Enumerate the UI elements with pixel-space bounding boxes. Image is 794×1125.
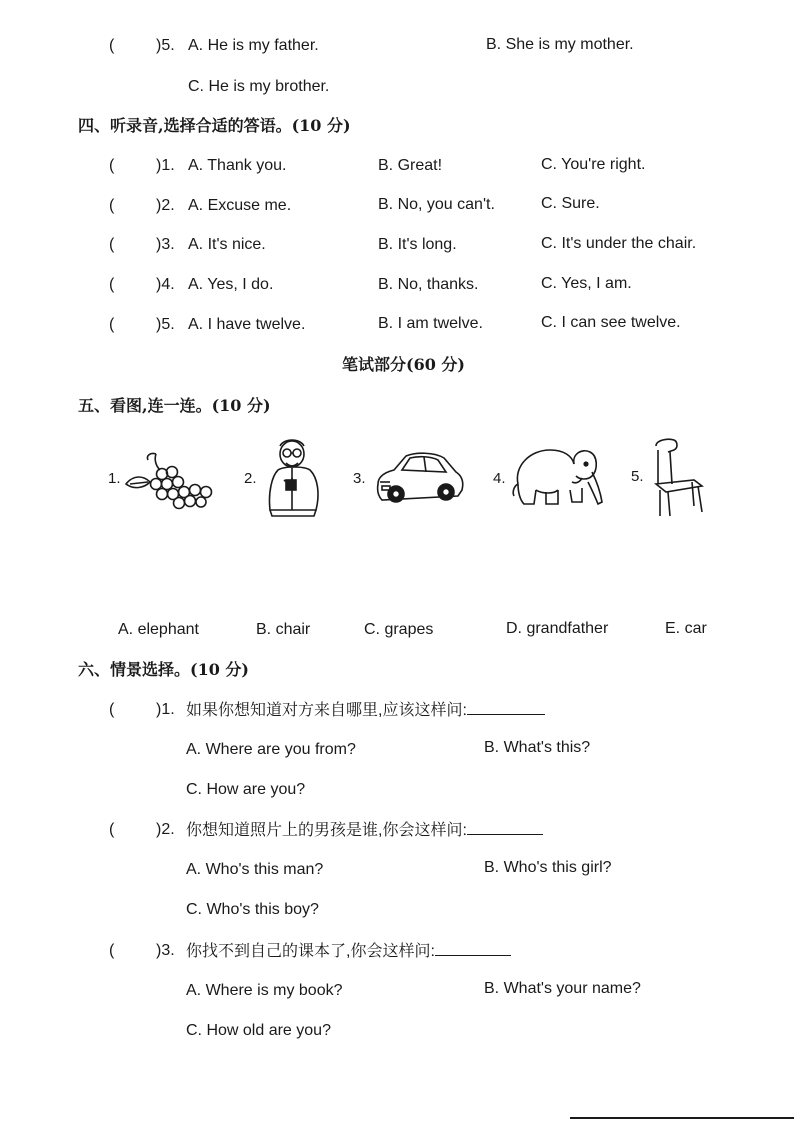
answer-blank[interactable] — [467, 700, 545, 715]
question-text — [186, 820, 543, 841]
question-text — [186, 700, 545, 721]
item-number: )3. — [156, 942, 175, 959]
word-option: C. grapes — [364, 621, 434, 638]
car-icon[interactable] — [372, 446, 466, 508]
option-c: C. Yes, I am. — [541, 275, 632, 292]
option-c: C. How are you? — [186, 781, 306, 798]
option-c: C. You're right. — [541, 156, 646, 173]
option-b: B. No, you can't. — [378, 196, 495, 213]
picture-number: 2. — [244, 470, 257, 487]
grandfather-icon[interactable] — [262, 436, 328, 518]
word-option: B. chair — [256, 621, 311, 638]
answer-blank[interactable] — [435, 941, 511, 956]
chair-icon[interactable] — [646, 436, 712, 520]
option-b: B. It's long. — [378, 236, 457, 253]
item-number: )2. — [156, 821, 175, 838]
answer-paren[interactable]: ( — [109, 701, 115, 718]
option-a: A. I have twelve. — [188, 316, 306, 333]
option-b: B. I am twelve. — [378, 315, 483, 332]
option-a: A. Excuse me. — [188, 197, 292, 214]
answer-paren[interactable]: ( — [109, 821, 115, 838]
option-b: B. No, thanks. — [378, 276, 479, 293]
section-4-heading: 四、听录音,选择合适的答语。(10 分) — [78, 116, 351, 135]
item-number: )1. — [156, 157, 175, 174]
question-label: 如果你想知道对方来自哪里,应该这样问: — [186, 702, 467, 719]
option-a: A. It's nice. — [188, 236, 266, 253]
answer-paren[interactable]: ( — [109, 942, 115, 959]
item-number: )5. — [156, 37, 175, 54]
option-c: C. Who's this boy? — [186, 901, 319, 918]
grapes-icon[interactable] — [120, 448, 216, 510]
footer-rule — [570, 1117, 794, 1119]
option-c: C. He is my brother. — [188, 78, 330, 95]
option-b: B. What's your name? — [484, 980, 641, 997]
option-b: B. Great! — [378, 157, 443, 174]
option-b: B. Who's this girl? — [484, 859, 612, 876]
picture-number: 4. — [493, 470, 506, 487]
answer-paren[interactable]: ( — [109, 197, 115, 214]
option-a: A. Thank you. — [188, 157, 287, 174]
option-a: A. Where is my book? — [186, 982, 343, 999]
answer-blank[interactable] — [467, 820, 543, 835]
item-number: )2. — [156, 197, 175, 214]
option-c: C. I can see twelve. — [541, 314, 681, 331]
option-c: C. How old are you? — [186, 1022, 331, 1039]
answer-paren[interactable]: ( — [109, 276, 115, 293]
written-part-title: 笔试部分(60 分) — [342, 355, 465, 374]
section-6-heading: 六、情景选择。(10 分) — [78, 660, 249, 679]
answer-paren[interactable]: ( — [109, 316, 115, 333]
item-number: )1. — [156, 701, 175, 718]
picture-number: 5. — [631, 468, 644, 485]
question-label: 你找不到自己的课本了,你会这样问: — [186, 943, 435, 960]
word-option: A. elephant — [118, 621, 199, 638]
option-c: C. It's under the chair. — [541, 235, 697, 252]
answer-paren[interactable]: ( — [109, 236, 115, 253]
question-label: 你想知道照片上的男孩是谁,你会这样问: — [186, 822, 467, 839]
option-b: B. She is my mother. — [486, 36, 634, 53]
question-text — [186, 941, 511, 962]
item-number: )3. — [156, 236, 175, 253]
section-5-heading: 五、看图,连一连。(10 分) — [78, 396, 271, 415]
option-a: A. He is my father. — [188, 37, 319, 54]
option-a: A. Who's this man? — [186, 861, 324, 878]
item-number: )5. — [156, 316, 175, 333]
answer-paren[interactable]: ( — [109, 157, 115, 174]
answer-paren[interactable]: ( — [109, 37, 115, 54]
word-option: D. grandfather — [506, 620, 609, 637]
option-a: A. Yes, I do. — [188, 276, 274, 293]
option-c: C. Sure. — [541, 195, 600, 212]
option-b: B. What's this? — [484, 739, 591, 756]
word-option: E. car — [665, 620, 707, 637]
item-number: )4. — [156, 276, 175, 293]
picture-number: 3. — [353, 470, 366, 487]
option-a: A. Where are you from? — [186, 741, 356, 758]
elephant-icon[interactable] — [510, 444, 606, 512]
picture-number: 1. — [108, 470, 121, 487]
